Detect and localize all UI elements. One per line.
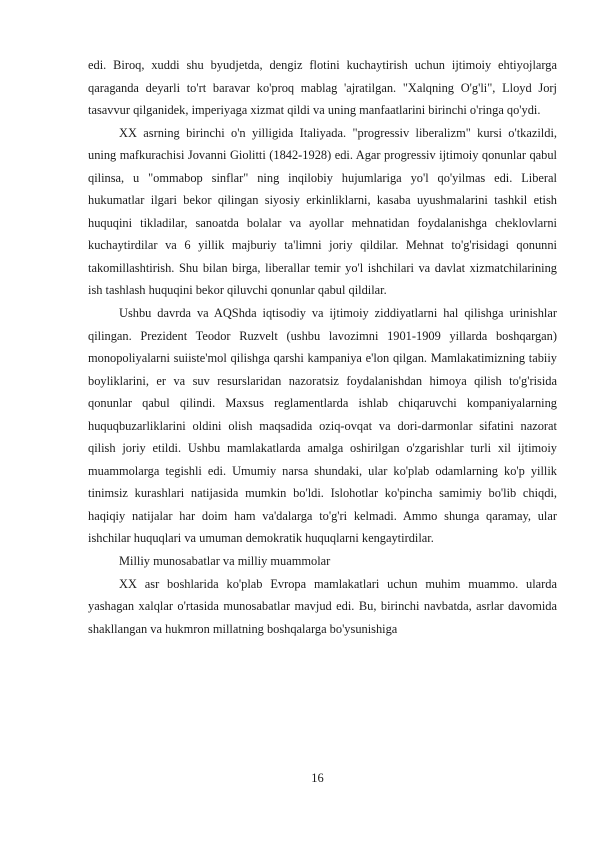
body-text — [88, 54, 557, 640]
paragraph-national-relations: XX asr boshlarida ko'plab Evropa mamlakatlari uchun muhim muammo. ularda yashagan xalqlar o'rtasida munosabatlar mavjud edi. Bu, birinchi navbatda, asrlar davomida shakllangan va hukmron millatning boshqalarga bo'ysunishiga — [88, 576, 557, 636]
paragraph-usa-reforms: Ushbu davrda va AQShda iqtisodiy va ijtimoiy ziddiyatlarni hal qilishga urinishlar qilingan. Prezident Teodor Ruzvelt (ushbu lavozimni 1901-1909 yillarda boshqargan) monopoliyalarni suiiste'mol qilishga qarshi kampaniya e'lon qilgan. Mamlakatimizning tabiiy boyliklarini, er va suv resurslaridan nazoratsiz foydalanishdan himoya qilish to'g'risida qonunlar qabul qilindi. Maxsus reglamentlarda ishlab chiqaruvchi kompaniyalarning huquqbuzarliklarini oldini olish maqsadida oziq-ovqat va dori-darmonlar sifatini nazorat qilish joriy etildi. Ushbu mamlakatlarda amalga oshirilgan o'zgarishlar turli xil ijtimoiy muammolarga tegishli edi. Umumiy narsa shundaki, ular ko'plab odamlarning ko'p yillik tinimsiz kurashlari natijasida mumkin bo'ldi. Islohotlar ko'pincha samimiy bo'lib chiqdi, haqiqiy natijalar har doim ham va'dalarga to'g'ri kelmadi. Ammo shunga qaramay, ular ishchilar huquqlari va umuman demokratik huquqlarni kengaytirdilar. — [88, 306, 557, 546]
page-number: 16 — [311, 771, 324, 785]
section-heading: Milliy munosabatlar va milliy muammolar — [119, 554, 331, 569]
paragraph-continuation: edi. Biroq, xuddi shu byudjetda, dengiz flotini kuchaytirish uchun ijtimoiy ehtiyojlarga qaraganda deyarli to'rt baravar ko'proq mablag 'ajratilgan. "Xalqning O'g'li", Lloyd Jorj tasavvur qilganidek, imperiyaga xizmat qildi va uning manfaatlarini birinchi o'ringa qo'ydi. — [88, 58, 557, 118]
paragraph-italy-liberalism: XX asrning birinchi o'n yilligida Italiyada. "progressiv liberalizm" kursi o'tkazildi, uning mafkurachisi Jovanni Giolitti (1842-1928) edi. Agar progressiv ijtimoiy qonunlar qabul qilinsa, u "ommabop sinflar" ning inqilobiy hujumlariga yo'l qo'yilmas edi. Liberal hukumatlar ilgari bekor qilingan siyosiy erkinliklarni, kasaba uyushmalarini tashkil etish huquqini tikladilar, sanoatda bolalar va ayollar mehnatidan foydalanishga cheklovlarni kuchaytirdilar va 6 yillik majburiy ta'limni joriy qildilar. Mehnat to'g'risidagi qonunni takomillashtirish. Shu bilan birga, liberallar temir yo'l ishchilari va davlat xizmatchilarining ish tashlash huquqini bekor qiluvchi qonunlar qabul qildilar. — [88, 125, 557, 298]
